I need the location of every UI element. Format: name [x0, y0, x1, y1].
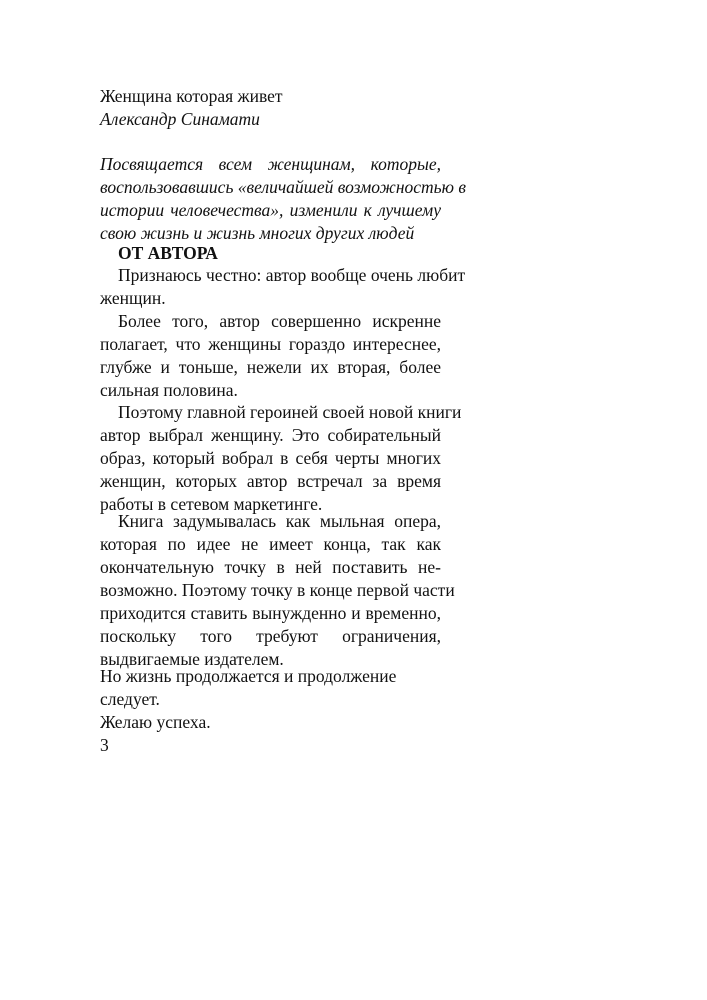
paragraph	[100, 310, 441, 402]
paragraph-line: Желаю успеха.	[100, 712, 211, 732]
book-title: Женщина которая живет	[100, 86, 283, 106]
paragraph-line: возможно. Поэтому точку в конце первой части	[100, 580, 455, 600]
paragraph-line: Но жизнь продолжается и продолжение	[100, 666, 397, 686]
paragraph-line: полагает, что женщины гораздо интереснее,	[100, 334, 441, 354]
paragraph-line: работы в сетевом маркетинге.	[100, 494, 323, 514]
paragraph	[100, 264, 466, 310]
paragraph-line: Книга задумывалась как мыльная опера,	[118, 511, 441, 531]
paragraph-line: автор выбрал женщину. Это собирательный	[100, 425, 441, 445]
dedication-line: Посвящается всем женщинам, которые,	[100, 154, 441, 174]
book-author: Александр Синамати	[100, 109, 260, 129]
paragraph-line: следует.	[100, 689, 160, 709]
paragraph-line: выдвигаемые издателем.	[100, 649, 284, 669]
dedication-line: воспользовавшись «величайшей возможностью в	[100, 177, 466, 197]
paragraph	[100, 510, 455, 671]
paragraph	[100, 711, 441, 734]
paragraph-line: окончательную точку в ней поставить не-	[100, 557, 441, 577]
dedication-line: свою жизнь и жизнь многих других людей	[100, 223, 415, 243]
paragraph-line: женщин, которых автор встречал за время	[100, 471, 441, 491]
paragraph-line: сильная половина.	[100, 380, 238, 400]
paragraph-line: которая по идее не имеет конца, так как	[100, 534, 441, 554]
paragraph-line: приходится ставить вынужденно и временно,	[100, 603, 441, 623]
paragraph-line: Более того, автор совершенно искренне	[118, 311, 441, 331]
page-number: 3	[100, 735, 109, 755]
paragraph	[100, 401, 462, 516]
paragraph-line: Признаюсь честно: автор вообще очень любит	[118, 265, 466, 285]
paragraph	[100, 665, 441, 711]
section-heading: ОТ АВТОРА	[118, 243, 218, 263]
paragraph-line: женщин.	[100, 288, 166, 308]
dedication-line: истории человечества», изменили к лучшему	[100, 200, 441, 220]
paragraph-line: глубже и тоньше, нежели их вторая, более	[100, 357, 441, 377]
dedication	[100, 153, 466, 245]
paragraph-line: образ, который вобрал в себя черты многих	[100, 448, 441, 468]
paragraph-line: поскольку того требуют ограничения,	[100, 626, 441, 646]
paragraph-line: Поэтому главной героиней своей новой книги	[118, 402, 462, 422]
